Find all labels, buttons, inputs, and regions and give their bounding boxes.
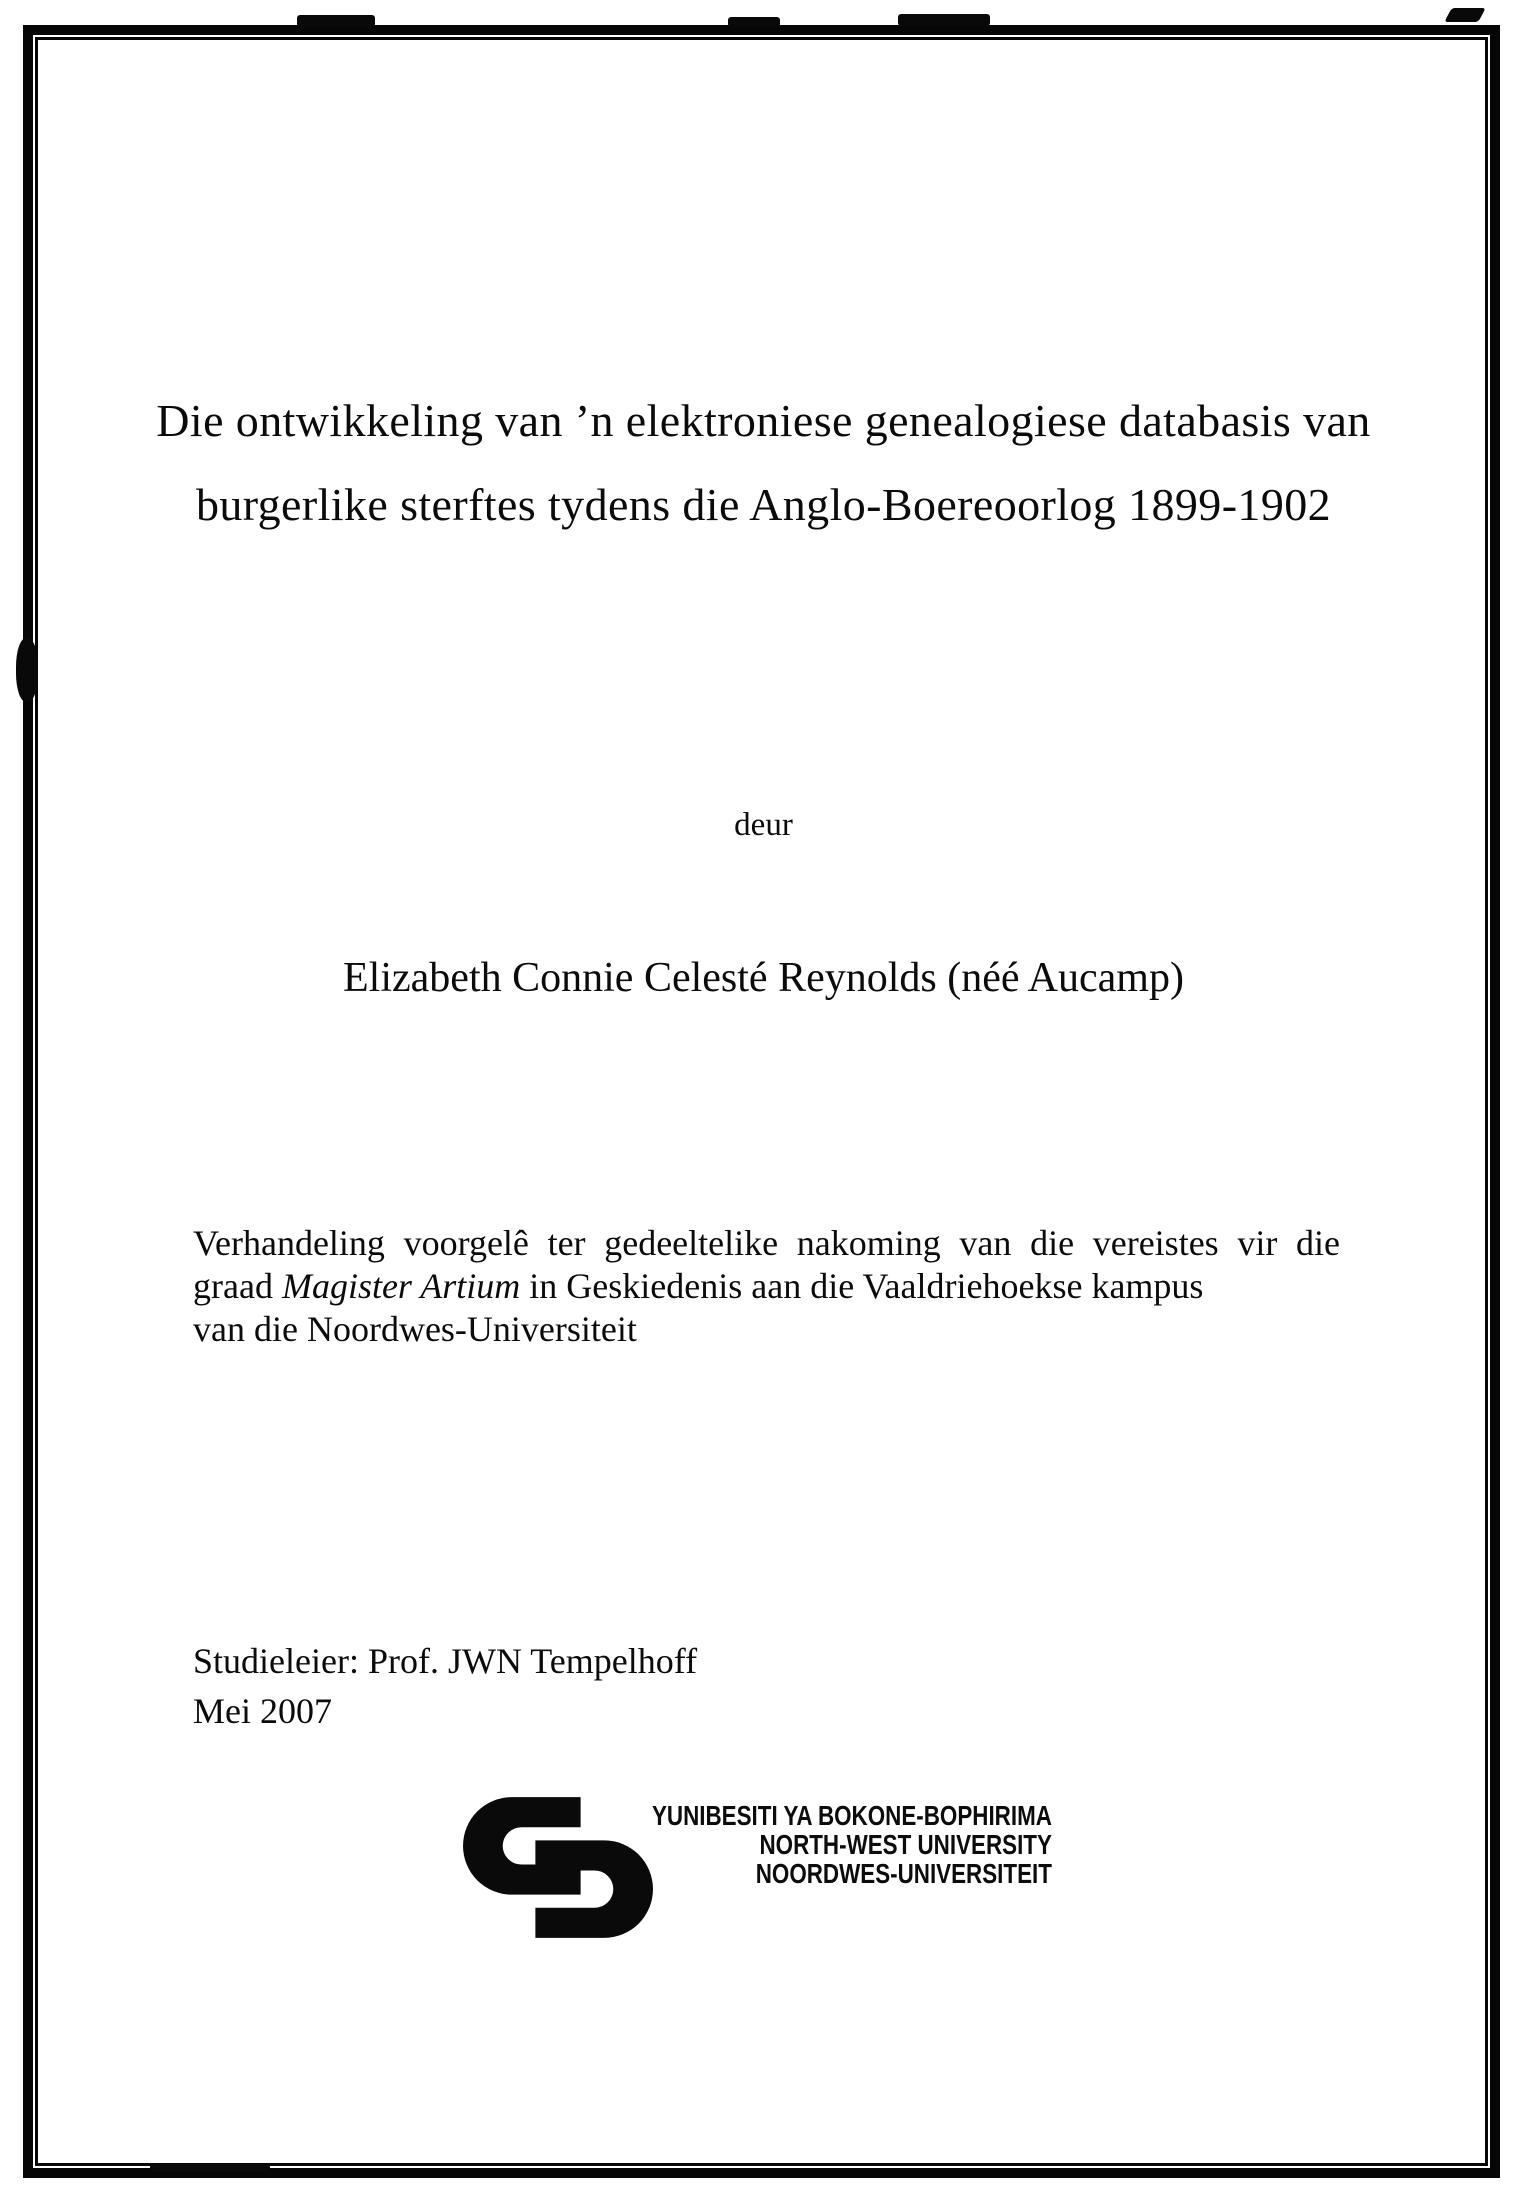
nwu-interlocking-links-icon (463, 1797, 653, 1938)
degree-statement-line3: van die Noordwes-Universiteit (193, 1309, 637, 1349)
scan-artifact (898, 14, 990, 26)
logo-line-afrikaans: NOORDWES-UNIVERSITEIT (755, 1858, 1052, 1889)
scan-artifact (297, 15, 375, 27)
byline-deur: deur (734, 807, 793, 843)
thesis-title-line1: Die ontwikkeling van ’n elektroniese genealogiese databasis van (156, 395, 1371, 446)
degree-statement-line1: Verhandeling voorgelê ter gedeeltelike nakoming van die vereistes vir die (193, 1223, 1340, 1263)
scan-artifact (728, 17, 780, 27)
scan-artifact (150, 2164, 270, 2172)
university-logo-text (652, 1801, 1052, 1888)
degree-statement-line2-prefix: graad (193, 1266, 282, 1306)
logo-line-setswana: YUNIBESITI YA BOKONE-BOPHIRIMA (652, 1800, 1052, 1831)
degree-statement-line2 (193, 1265, 1340, 1308)
supervisor-block (193, 1636, 697, 1736)
supervisor-line: Studieleier: Prof. JWN Tempelhoff (193, 1641, 698, 1681)
logo-line-english: NORTH-WEST UNIVERSITY (759, 1829, 1052, 1860)
scan-artifact (1444, 8, 1485, 22)
author-name: Elizabeth Connie Celesté Reynolds (néé Aucamp) (343, 955, 1184, 1001)
degree-name-italic: Magister Artium (281, 1266, 521, 1306)
thesis-title-line2: burgerlike sterftes tydens die Anglo-Boereoorlog 1899-1902 (195, 479, 1332, 530)
degree-statement-line2-suffix: in Geskiedenis aan die Vaaldriehoekse kampus (520, 1266, 1204, 1306)
degree-statement (193, 1222, 1340, 1351)
thesis-title (110, 395, 1417, 531)
date-line: Mei 2007 (193, 1691, 332, 1731)
scan-artifact (16, 638, 38, 702)
